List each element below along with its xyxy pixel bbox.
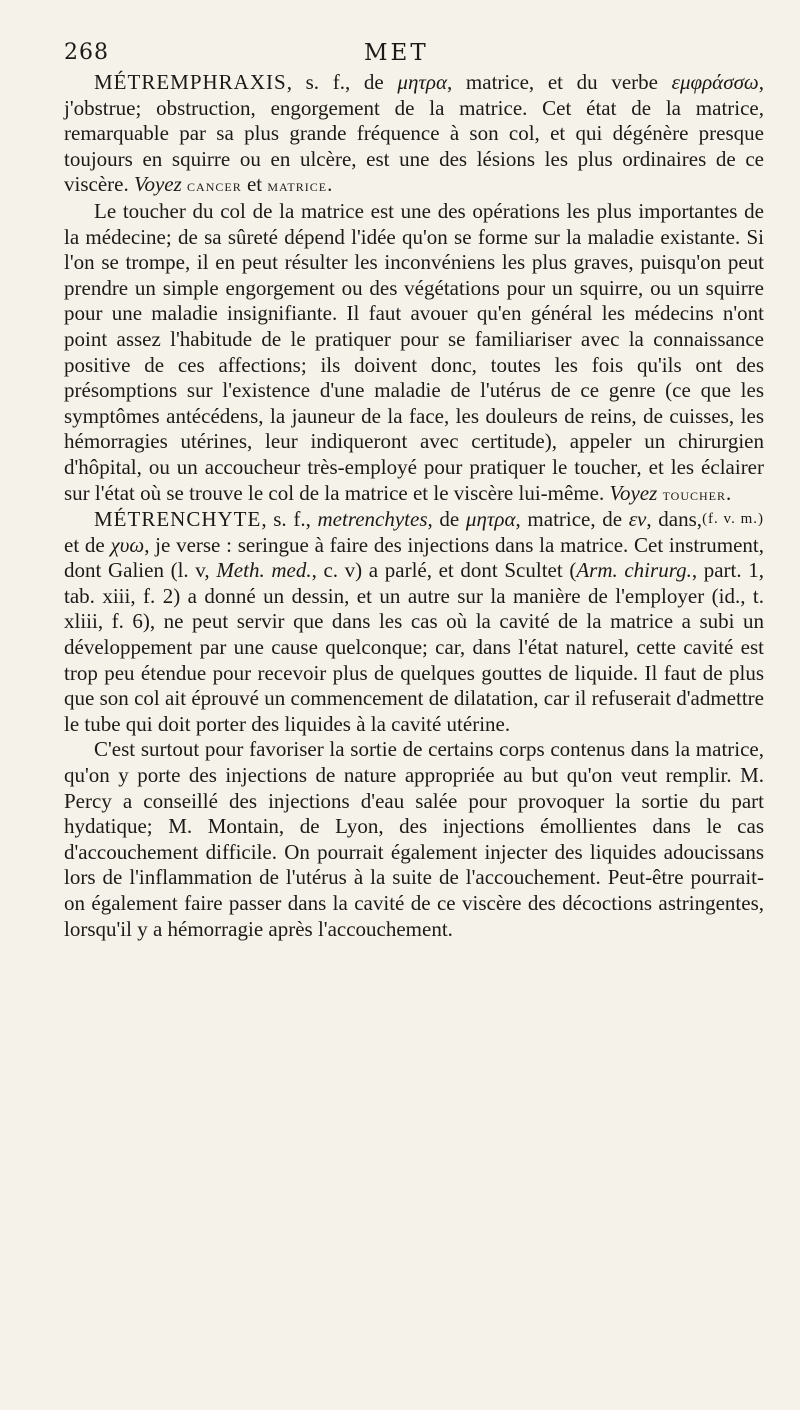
greek-word: εν (628, 507, 647, 532)
voyez-label: Voyez (609, 480, 658, 505)
text-span: C'est surtout pour favoriser la sortie de certains corps contenus dans la matrice, qu'on y porte des injections de nature appropriée au but qu'on veut remplir. M. Percy a conseillé des injections d'eau salée pour provoquer la sortie du part hydatique; M. Montain, de Lyon, des injections émollientes dans le cas d'accouchement difficile. On pourrait également injecter des liquides adoucissans lors de l'inflammation de l'utérus à la suite de l'accouchement. Peut-être pourrait-on également faire passer dans la cavité de ce viscère des décoctions astringentes, lorsqu'il y a hémorragie après l'accouchement. (64, 737, 764, 941)
dictionary-entries (64, 70, 764, 942)
book-page (64, 36, 764, 1376)
text-span: , c. v) a parlé, et dont Scultet ( (311, 558, 577, 583)
author-signature: (f. v. m.) (702, 511, 764, 528)
headword-metremphraxis: MÉTREMPHRAXIS (94, 70, 287, 94)
cross-reference-cancer: cancer (187, 176, 242, 196)
text-span: , dans, et de (64, 507, 703, 557)
cross-reference-toucher: toucher (662, 484, 727, 504)
text-span: . (327, 172, 333, 197)
work-title: Arm. chirurg. (576, 558, 692, 583)
page-number: 268 (64, 40, 109, 65)
greek-word: χυω (110, 532, 145, 557)
running-head: MET (364, 40, 429, 66)
text-span: , je verse : seringue à faire des injections dans la matrice. Cet instrument, dont Galien (l. v, (64, 532, 764, 583)
latin-term: metrenchytes (317, 507, 428, 532)
greek-word: εμφράσσω (671, 70, 759, 94)
text-span: , s. f., (261, 507, 318, 532)
entry-metrenchyte-paragraph-2 (64, 737, 764, 942)
work-title: Meth. med. (216, 558, 312, 583)
text-span: et (241, 172, 268, 197)
text-span: Le toucher du col de la matrice est une des opérations les plus importantes de la médecine; de sa sûreté dépend l'idée qu'on se forme sur la maladie existante. Si l'on se trompe, il en peut résulter les inconvéniens les plus graves, puisqu'on peut prendre un simple engorgement ou des végétations pour un squirre, ou un squirre pour une maladie insignifiante. Il faut avouer qu'en général les médecins n'ont point assez l'habitude de le pratiquer pour se familiariser avec la connaissance positive de ces affections; ils doivent donc, toutes les fois qu'ils ont des présomptions sur l'existence d'une maladie de l'utérus de ce genre (ce que les symptômes antécédens, la jauneur de la face, les douleurs de reins, de cuisses, les hémorragies utérines, leur indiqueront avec certitude), appeler un chirurgien d'hôpital, ou un accoucheur très-employé pour pratiquer le toucher, et les éclairer sur l'état où se trouve le col de la matrice et le viscère lui-même. (64, 198, 764, 505)
entry-metrenchyte-paragraph-1 (64, 507, 764, 737)
greek-word: μητρα (465, 507, 516, 532)
page-header (64, 36, 764, 70)
text-span: . (726, 480, 732, 505)
text-span: , j'obstrue; obstruction, engorgement de la matrice. Cet état de la matrice, remarquable par sa plus grande fréquence à son col, et qui dégénère presque toujours en squirre ou en ulcère, est une des lésions les plus ordinaires de ce viscère. (64, 70, 764, 197)
text-span: , s. f., de (286, 70, 398, 94)
text-span: , de (427, 507, 466, 532)
headword-metrenchyte: MÉTRENCHYTE (94, 507, 262, 532)
text-span: , part. 1, tab. xiii, f. 2) a donné un dessin, et un autre sur la manière de l'employer (id., t. xliii, f. 6), ne peut servir que dans les cas où la cavité de la matrice a subi un développement par une cause quelconque; car, dans l'état naturel, cette cavité est trop peu étendue pour recevoir plus de quelques gouttes de liquide. Il faut de plus que son col ait éprouvé un commencement de dilatation, car il refuserait d'admettre le tube qui doit porter des liquides à la cavité utérine. (64, 558, 765, 736)
text-span: , matrice, et du verbe (447, 70, 672, 94)
cross-reference-matrice: matrice (267, 176, 328, 196)
text-span: , matrice, de (515, 507, 629, 532)
voyez-label: Voyez (133, 172, 182, 197)
entry-metremphraxis-paragraph-1 (64, 70, 764, 199)
greek-word: μητρα (397, 70, 447, 94)
